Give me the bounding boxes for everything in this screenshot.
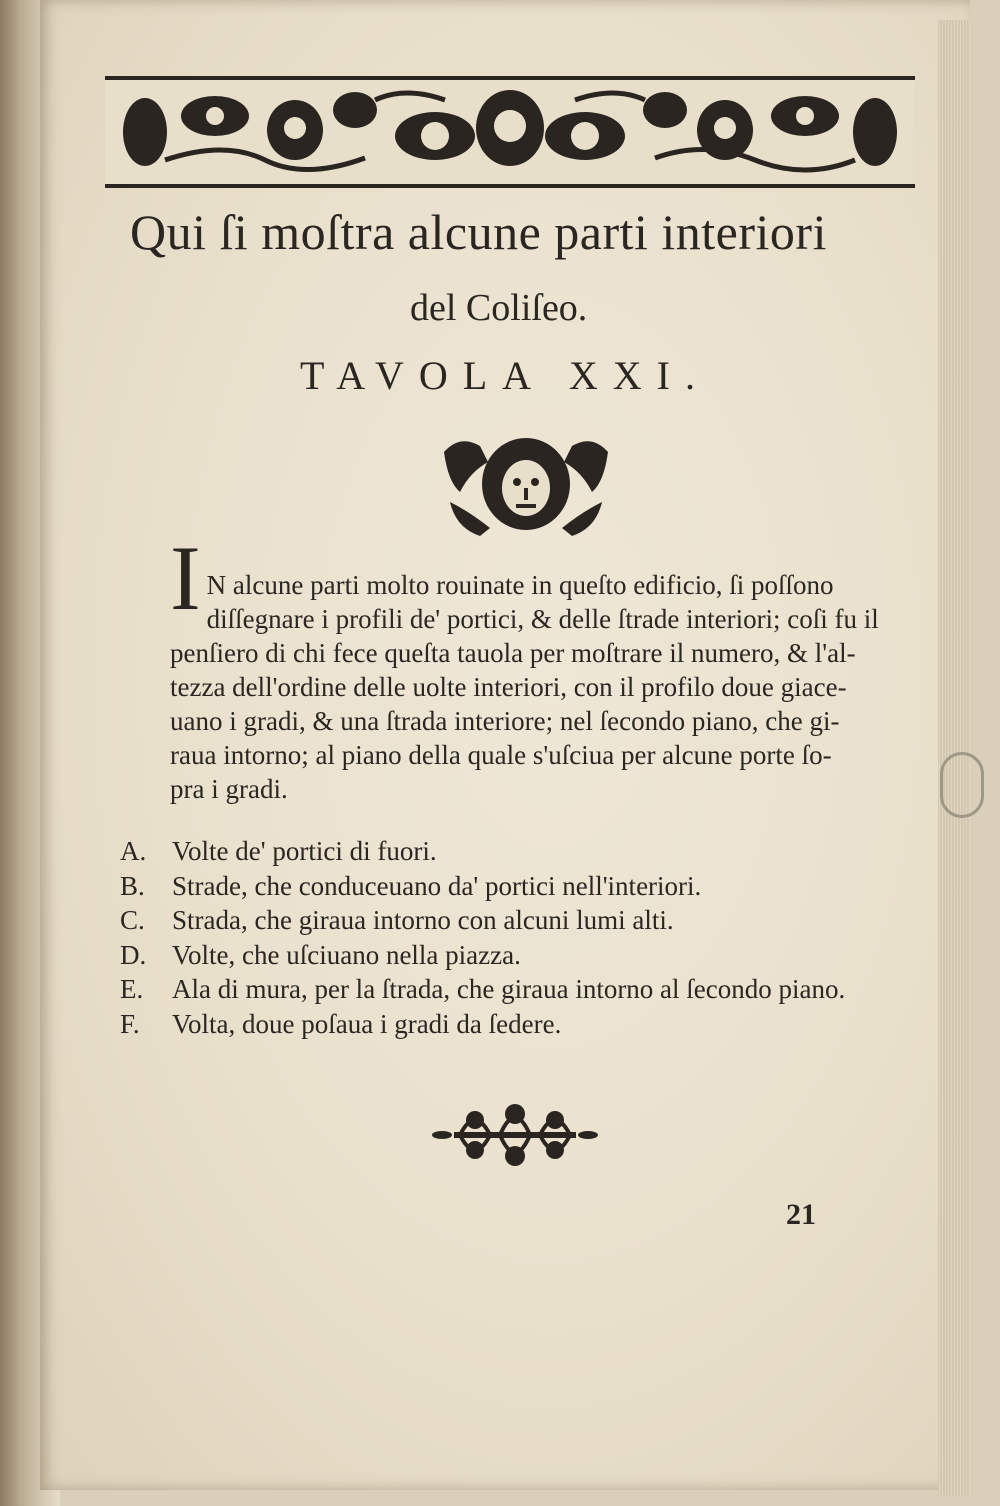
plate-label: TAVOLA XXI.	[300, 353, 710, 398]
body-line: uano i gradi, & una ſtrada interiore; nel ſecondo piano, che gi-	[170, 706, 840, 736]
legend-item	[120, 1007, 920, 1042]
body-line: diſſegnare i profili de' portici, & delle ſtrade interiori; coſi fu il	[206, 604, 879, 634]
legend-letter: D.	[120, 939, 147, 970]
woodcut-headpiece-cherubs-icon	[105, 76, 915, 188]
body-line: N alcune parti molto rouinate in queſto edificio, ſi poſſono	[206, 570, 834, 600]
legend-letter: A.	[120, 836, 147, 866]
legend-item	[120, 903, 920, 938]
legend-text: Volta, doue poſaua i gradi da ſedere.	[172, 1008, 562, 1039]
legend-letter: E.	[120, 974, 144, 1004]
drop-cap: I	[170, 527, 201, 629]
paper-clip-icon	[940, 752, 984, 818]
fleuron-tailpiece-icon	[430, 1100, 600, 1170]
legend-letter: B.	[120, 870, 145, 901]
body-line: pra i gradi.	[170, 774, 288, 804]
grotesque-mask-cartouche-icon	[440, 432, 612, 542]
legend-item	[120, 972, 920, 1007]
page-subtitle: del Coliſeo.	[410, 287, 588, 329]
legend-text: Volte, che uſciuano nella piazza.	[172, 939, 521, 970]
page-title: Qui ſi moſtra alcune parti interiori	[130, 204, 827, 260]
body-paragraph	[170, 527, 910, 806]
legend-letter: F.	[120, 1008, 140, 1039]
legend-text: Strada, che giraua intorno con alcuni lumi alti.	[172, 905, 674, 935]
body-line: tezza dell'ordine delle uolte interiori, con il profilo doue giace-	[170, 672, 847, 702]
legend-letter: C.	[120, 905, 145, 935]
body-line: penſiero di chi fece queſta tauola per moſtrare il numero, & l'al-	[170, 638, 856, 668]
legend-text: Strade, che conduceuano da' portici nell'interiori.	[172, 870, 702, 901]
legend-item	[120, 938, 920, 973]
legend-item	[120, 834, 920, 869]
body-line: raua intorno; al piano della quale s'uſciua per alcune porte ſo-	[170, 740, 832, 770]
legend-text: Ala di mura, per la ſtrada, che giraua intorno al ſecondo piano.	[172, 974, 846, 1004]
legend-item	[120, 869, 920, 904]
legend-list	[120, 834, 920, 1041]
legend-text: Volte de' portici di fuori.	[172, 836, 437, 866]
page-number: 21	[786, 1198, 816, 1231]
